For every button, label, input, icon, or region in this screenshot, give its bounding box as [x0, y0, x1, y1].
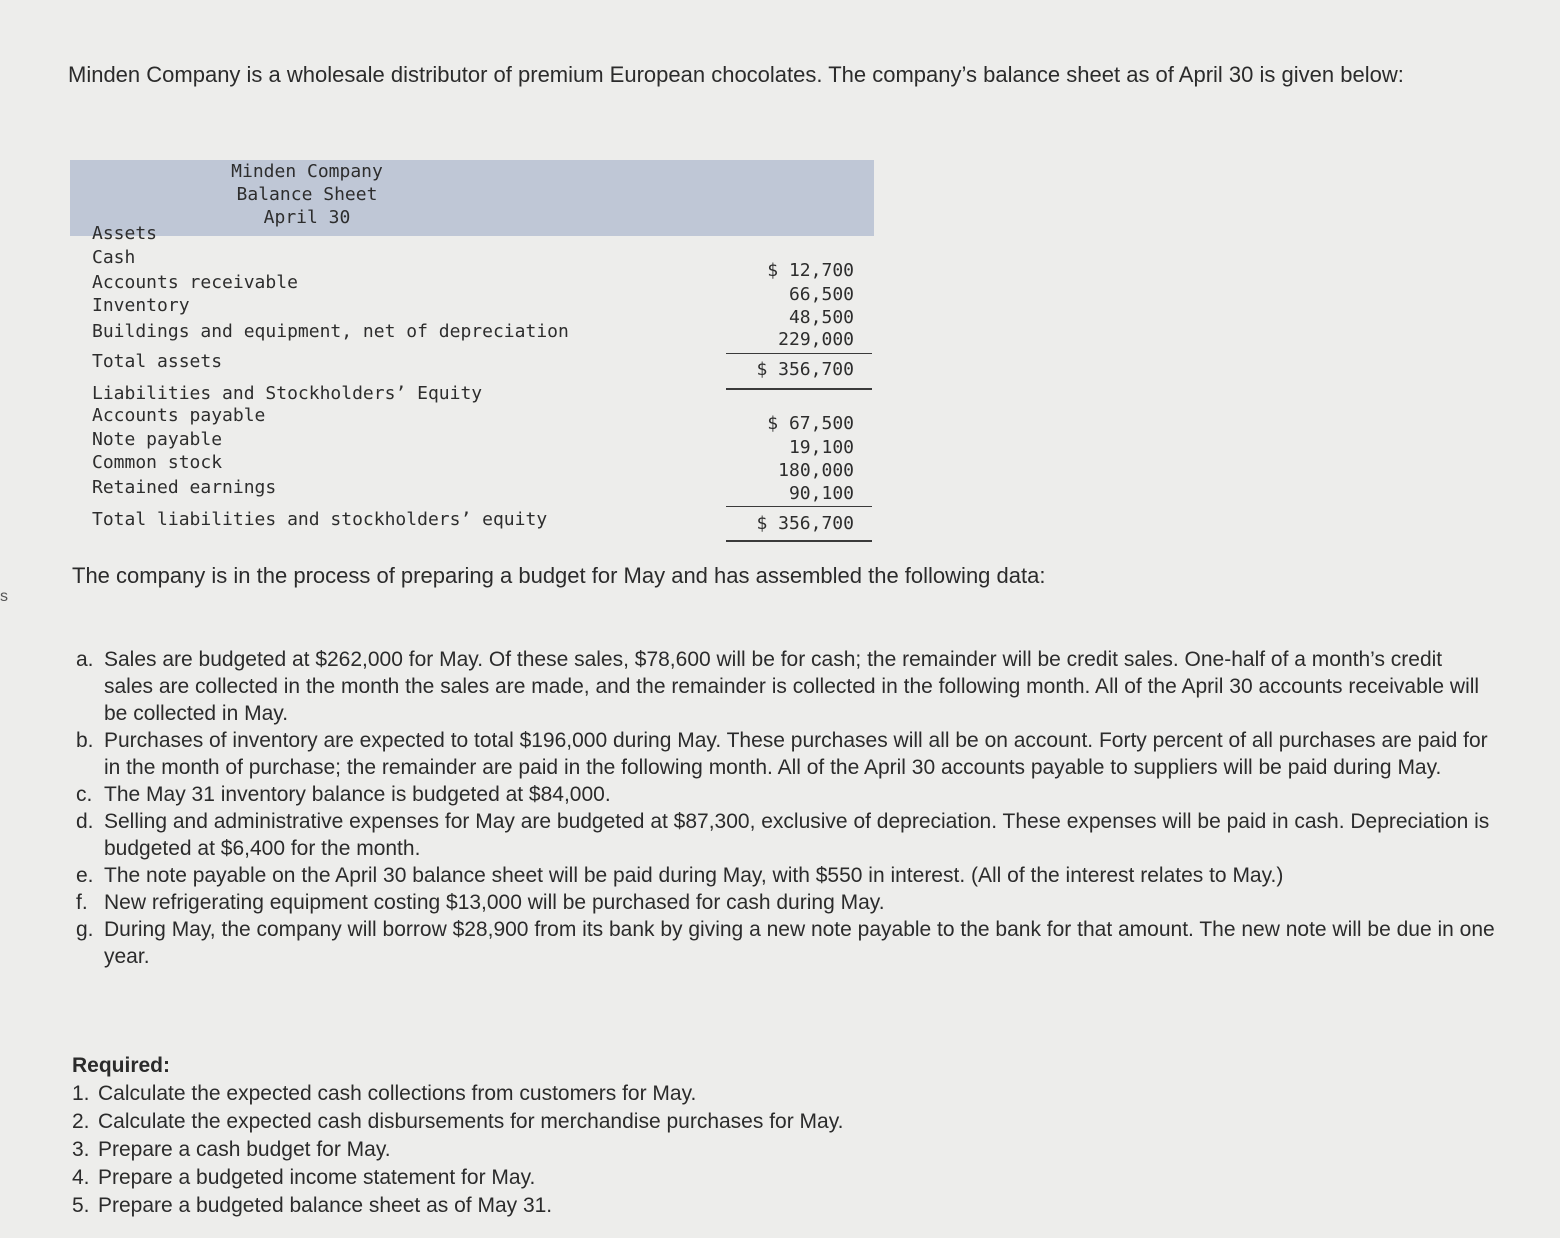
liability-label: Note payable: [92, 429, 223, 450]
item-text: Calculate the expected cash collections from customers for May.: [98, 1082, 697, 1105]
asset-label: Cash: [92, 247, 136, 268]
budget-data-list: [76, 646, 1496, 970]
list-item: [72, 1192, 1072, 1220]
intro-paragraph: Minden Company is a wholesale distributor of premium European chocolates. The company’s balance sheet as of April 30 is given below:: [68, 62, 1404, 87]
budget-intro: The company is in the process of preparing a budget for May and has assembled the following data:: [72, 563, 1046, 588]
list-item: [76, 916, 1496, 970]
item-marker: a.: [76, 648, 94, 671]
item-text: Purchases of inventory are expected to total $196,000 during May. These purchases will all be on account. Forty percent of all purchases are paid for in the month of purchase; the remainder are paid in the following month. All of the April 30 accounts payable to suppliers will be paid during May.: [104, 729, 1488, 779]
liability-value: $ 67,500: [767, 413, 854, 434]
item-marker: g.: [76, 918, 94, 941]
item-marker: 5.: [72, 1194, 90, 1217]
statement-date: April 30: [263, 207, 351, 228]
item-text: Prepare a budgeted income statement for May.: [98, 1166, 536, 1189]
item-text: Prepare a cash budget for May.: [98, 1138, 391, 1161]
total-liabilities-rule: [726, 540, 872, 542]
item-text: During May, the company will borrow $28,900 from its bank by giving a new note payable to the bank for that amount. The new note will be due in one year.: [104, 918, 1495, 968]
list-item: [72, 1108, 1072, 1136]
total-liabilities-label: Total liabilities and stockholders’ equity: [92, 509, 548, 530]
company-name: Minden Company: [231, 161, 383, 182]
item-text: New refrigerating equipment costing $13,000 will be purchased for cash during May.: [104, 891, 885, 914]
list-item: [76, 727, 1496, 781]
asset-label: Inventory: [92, 295, 190, 316]
item-marker: c.: [76, 783, 93, 806]
item-text: The May 31 inventory balance is budgeted at $84,000.: [104, 783, 611, 806]
equity-value: 90,100: [788, 483, 854, 504]
asset-value: 66,500: [788, 284, 854, 305]
item-marker: b.: [76, 729, 94, 752]
item-marker: 3.: [72, 1138, 90, 1161]
list-item: [76, 862, 1496, 889]
asset-row-ar: [92, 271, 872, 305]
item-text: Prepare a budgeted balance sheet as of May 31.: [98, 1194, 553, 1217]
asset-value: 229,000: [778, 329, 854, 350]
required-section: [72, 1052, 1072, 1220]
asset-label: Accounts receivable: [92, 272, 298, 293]
subtotal-rule: [726, 506, 872, 507]
item-marker: f.: [76, 891, 88, 914]
liability-row-note: [92, 428, 872, 458]
total-assets-row: [92, 350, 872, 380]
required-title: Required:: [72, 1054, 171, 1077]
total-liabilities-value: $ 356,700: [756, 513, 854, 534]
equity-row-retained: [92, 476, 872, 504]
list-item: [72, 1080, 1072, 1108]
asset-row-inventory: [92, 294, 872, 328]
list-item: [76, 646, 1496, 727]
liabilities-heading: Liabilities and Stockholders’ Equity: [92, 383, 483, 404]
equity-label: Common stock: [92, 452, 223, 473]
item-text: The note payable on the April 30 balance sheet will be paid during May, with $550 in interest. (All of the interest relates to May.): [104, 864, 1284, 887]
asset-row-buildings: [92, 320, 872, 350]
list-item: [76, 781, 1496, 808]
item-marker: 1.: [72, 1082, 90, 1105]
equity-label: Retained earnings: [92, 477, 277, 498]
list-item: [72, 1136, 1072, 1164]
item-text: Selling and administrative expenses for May are budgeted at $87,300, exclusive of depreciation. These expenses will be paid in cash. Depreciation is budgeted at $6,400 for the month.: [104, 810, 1490, 860]
item-marker: 4.: [72, 1166, 90, 1189]
item-marker: e.: [76, 864, 94, 887]
statement-title: Balance Sheet: [236, 184, 378, 205]
equity-value: 180,000: [778, 460, 854, 481]
equity-row-common: [92, 451, 872, 481]
list-item: [76, 808, 1496, 862]
liability-value: 19,100: [788, 437, 854, 458]
item-marker: 2.: [72, 1110, 90, 1133]
assets-heading: Assets: [92, 223, 158, 244]
list-item: [72, 1164, 1072, 1192]
liability-label: Accounts payable: [92, 405, 266, 426]
total-assets-value: $ 356,700: [756, 359, 854, 380]
asset-value: 48,500: [788, 307, 854, 328]
list-item: [76, 889, 1496, 916]
total-liabilities-row: [92, 508, 872, 532]
balance-sheet: [70, 160, 874, 534]
liability-row-ap: [92, 404, 872, 434]
asset-value: $ 12,700: [767, 260, 854, 281]
item-marker: d.: [76, 810, 94, 833]
item-text: Sales are budgeted at $262,000 for May. Of these sales, $78,600 will be for cash; the remainder will be credit sales. One-half of a month’s credit sales are collected in the month the sales are made, and the remainder is collected in the following month. All of the April 30 accounts receivable will be collected in May.: [104, 648, 1480, 725]
margin-letter: s: [0, 588, 8, 605]
asset-label: Buildings and equipment, net of depreciation: [92, 321, 569, 342]
item-text: Calculate the expected cash disbursements for merchandise purchases for May.: [98, 1110, 844, 1133]
total-assets-label: Total assets: [92, 351, 223, 372]
